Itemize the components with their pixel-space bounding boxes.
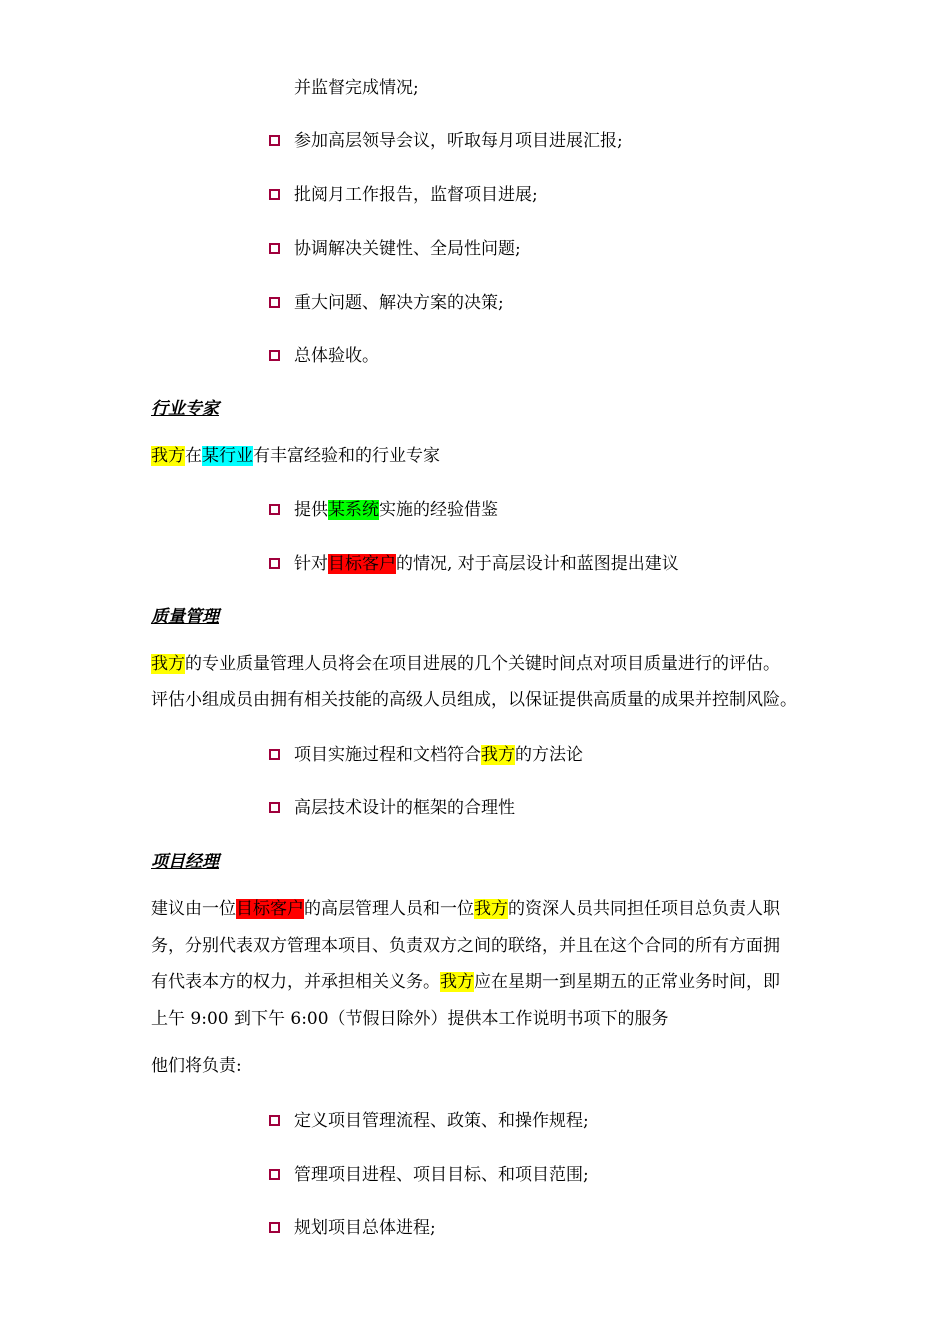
list-item: 协调解决关键性、全局性问题;: [294, 239, 521, 259]
list-continuation: 并监督完成情况;: [294, 78, 419, 98]
text: 有丰富经验和的行业专家: [253, 446, 440, 466]
square-bullet-icon: [269, 749, 280, 760]
square-bullet-icon: [269, 1222, 280, 1233]
text: 的情况, 对于高层设计和蓝图提出建议: [396, 554, 679, 574]
list-item: [294, 552, 679, 576]
square-bullet-icon: [269, 1169, 280, 1180]
list-item: 定义项目管理流程、政策、和操作规程;: [294, 1111, 589, 1131]
pm-paragraph-line: 务，分别代表双方管理本项目、负责双方之间的联络，并且在这个合同的所有方面拥: [151, 936, 780, 956]
list-item: 规划项目总体进程;: [294, 1218, 436, 1238]
square-bullet-icon: [269, 135, 280, 146]
list-item: 重大问题、解决方案的决策;: [294, 293, 504, 313]
list-item: 高层技术设计的框架的合理性: [294, 798, 515, 818]
section-heading-industry-expert: 行业专家: [151, 399, 219, 419]
text: 建议由一位: [151, 899, 236, 919]
quality-paragraph-line: 评估小组成员由拥有相关技能的高级人员组成，以保证提供高质量的成果并控制风险。: [151, 690, 797, 710]
square-bullet-icon: [269, 189, 280, 200]
list-item: 批阅月工作报告，监督项目进展;: [294, 185, 538, 205]
text: 的高层管理人员和一位: [304, 899, 474, 919]
pm-paragraph-line: [151, 970, 780, 994]
highlight-industry: 某行业: [202, 446, 253, 466]
highlight-our-side: 我方: [481, 745, 515, 765]
highlight-target-client: 目标客户: [328, 554, 396, 574]
square-bullet-icon: [269, 1115, 280, 1126]
list-item: 总体验收。: [294, 346, 379, 366]
text: 提供: [294, 500, 328, 520]
section-heading-project-manager: 项目经理: [151, 852, 219, 872]
pm-paragraph-line: [151, 897, 780, 921]
square-bullet-icon: [269, 350, 280, 361]
text: 应在星期一到星期五的正常业务时间，即: [474, 972, 780, 992]
square-bullet-icon: [269, 243, 280, 254]
text: 针对: [294, 554, 328, 574]
text: 项目实施过程和文档符合: [294, 745, 481, 765]
text: 的专业质量管理人员将会在项目进展的几个关键时间点对项目质量进行的评估。: [185, 654, 780, 674]
quality-paragraph-line: [151, 652, 780, 676]
list-item: 管理项目进程、项目目标、和项目范围;: [294, 1165, 589, 1185]
highlight-our-side: 我方: [151, 654, 185, 674]
text: 实施的经验借鉴: [379, 500, 498, 520]
square-bullet-icon: [269, 558, 280, 569]
highlight-our-side: 我方: [474, 899, 508, 919]
highlight-our-side: 我方: [151, 446, 185, 466]
highlight-target-client: 目标客户: [236, 899, 304, 919]
square-bullet-icon: [269, 504, 280, 515]
list-item: [294, 743, 583, 767]
list-item: [294, 498, 498, 522]
pm-paragraph-line: 上午 9:00 到下午 6:00（节假日除外）提供本工作说明书项下的服务: [151, 1009, 669, 1029]
pm-responsibilities-intro: 他们将负责:: [151, 1056, 242, 1076]
highlight-our-side: 我方: [440, 972, 474, 992]
list-item: 参加高层领导会议，听取每月项目进展汇报;: [294, 131, 623, 151]
industry-expert-intro: [151, 444, 440, 468]
square-bullet-icon: [269, 802, 280, 813]
section-heading-quality: 质量管理: [151, 607, 219, 627]
text: 的方法论: [515, 745, 583, 765]
highlight-system: 某系统: [328, 500, 379, 520]
text: 有代表本方的权力，并承担相关义务。: [151, 972, 440, 992]
text: 在: [185, 446, 202, 466]
text: 的资深人员共同担任项目总负责人职: [508, 899, 780, 919]
square-bullet-icon: [269, 297, 280, 308]
